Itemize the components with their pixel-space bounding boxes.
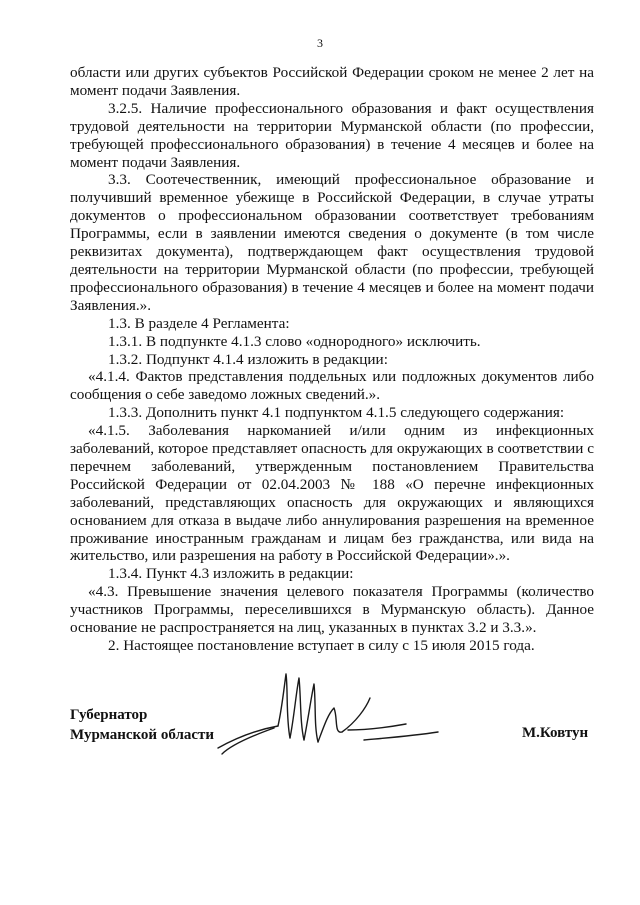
paragraph-1-3: 1.3. В разделе 4 Регламента: bbox=[108, 314, 290, 332]
paragraph-1-3-1: 1.3.1. В подпункте 4.1.3 слово «однородного» исключить. bbox=[108, 332, 481, 350]
paragraph-1-3-4: 1.3.4. Пункт 4.3 изложить в редакции: bbox=[108, 565, 354, 583]
handwritten-signature bbox=[216, 668, 456, 763]
page-number: 3 bbox=[317, 36, 323, 50]
signatory-title-line1: Губернатор bbox=[70, 707, 148, 723]
signatory-title-line2: Мурманской области bbox=[70, 727, 215, 743]
signatory-title bbox=[70, 705, 214, 745]
paragraph-4-1-4: «4.1.4. Фактов представления поддельных или подложных документов либо сообщения о себе заведомо ложных сведений.». bbox=[70, 368, 594, 404]
paragraph-1-3-2: 1.3.2. Подпункт 4.1.4 изложить в редакции: bbox=[108, 350, 388, 368]
signatory-name: М.Ковтун bbox=[522, 725, 589, 741]
paragraph-3-3: 3.3. Соотечественник, имеющий профессиональное образование и получивший временное убежище в Российской Федерации, в случае утраты документов о профессиональном образовании соответствует требованиям Программы, если в заявлении имеются сведения о документе (в том числе реквизитах документа), подтверждающем факт осуществления трудовой деятельности на территории Мурманской области (по профессии, требующей профессионального образования) в течение 4 месяцев и более на момент подачи Заявления.». bbox=[70, 171, 594, 314]
paragraph-4-1-5: «4.1.5. Заболевания наркоманией и/или одним из инфекционных заболеваний, которое представляет опасность для окружающих в соответствии с перечнем заболеваний, утвержденным постановлением Правительства Российской Федерации от 02.04.2003 № 188 «О перечне инфекционных заболеваний, представляющих опасность для окружающих и являющихся основанием для отказа в выдаче либо аннулирования разрешения на временное проживание иностранным гражданам и лицам без гражданства, или вида на жительство, или разрешения на работу в Российской Федерации».». bbox=[70, 422, 594, 565]
paragraph-1-3-3: 1.3.3. Дополнить пункт 4.1 подпунктом 4.1.5 следующего содержания: bbox=[108, 404, 565, 422]
paragraph-2: 2. Настоящее постановление вступает в силу с 15 июля 2015 года. bbox=[108, 637, 535, 654]
paragraph-4-3: «4.3. Превышение значения целевого показателя Программы (количество участников Программы, переселившихся в Мурманскую область). Данное основание не распространяется на лиц, указанных в пунктах 3.2 и 3.3.». bbox=[70, 583, 594, 637]
paragraph-3-2-5: 3.2.5. Наличие профессионального образования и факт осуществления трудовой деятельности на территории Мурманской области (по профессии, требующей профессионального образования) в течение 4 месяцев и более на момент подачи Заявления. bbox=[70, 99, 594, 171]
paragraph-continuation: области или других субъектов Российской Федерации сроком не менее 2 лет на момент подачи Заявления. bbox=[70, 64, 594, 99]
